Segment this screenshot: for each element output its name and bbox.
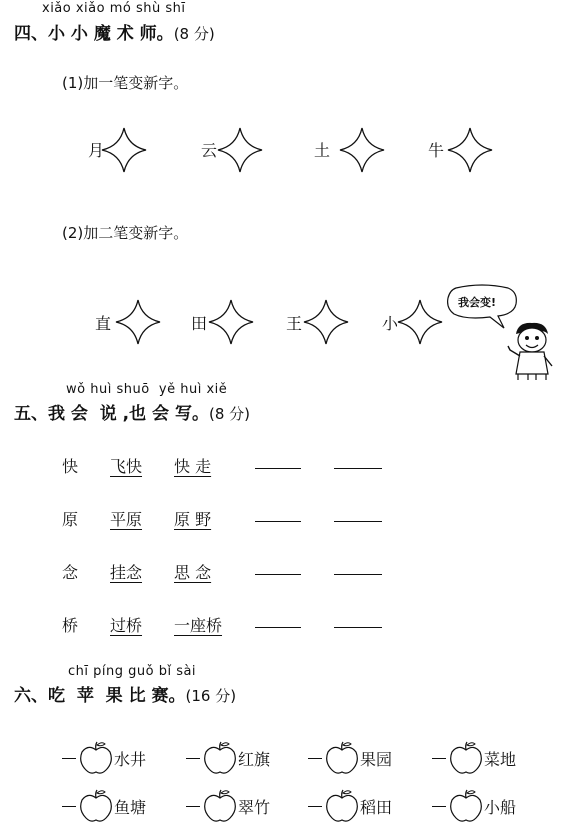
section6-title-text: 六、吃 苹 果 比 赛。 xyxy=(14,686,186,706)
apple-word: 小船 xyxy=(484,797,517,817)
part2-instruction: (2)加二笔变新字。 xyxy=(62,224,189,242)
dash xyxy=(432,758,446,759)
apple-icon xyxy=(78,788,114,824)
apple-item[interactable] xyxy=(432,788,516,824)
apple-item[interactable] xyxy=(308,788,392,824)
speech-bubble xyxy=(446,284,518,324)
apple-item[interactable] xyxy=(432,740,516,776)
row-char: 快 xyxy=(62,457,79,476)
answer-blank[interactable] xyxy=(255,627,301,628)
section4-score: (8 分) xyxy=(173,25,215,43)
answer-blank[interactable] xyxy=(334,627,382,628)
apple-word: 菜地 xyxy=(484,749,517,769)
apple-icon xyxy=(78,740,114,776)
answer-diamond[interactable] xyxy=(216,126,264,174)
apple-word: 稻田 xyxy=(360,797,393,817)
apple-word: 鱼塘 xyxy=(114,797,147,817)
answer-diamond[interactable] xyxy=(114,298,162,346)
apple-icon xyxy=(324,740,360,776)
section6-title xyxy=(14,681,236,706)
answer-diamond[interactable] xyxy=(396,298,444,346)
apple-item[interactable] xyxy=(62,740,146,776)
apple-word: 红旗 xyxy=(238,749,271,769)
part2-char-4: 小 xyxy=(382,314,399,333)
answer-diamond[interactable] xyxy=(207,298,255,346)
part2-char-2: 田 xyxy=(191,314,208,333)
apple-icon xyxy=(324,788,360,824)
part2-char-3: 王 xyxy=(286,314,303,333)
row-char: 原 xyxy=(62,510,79,529)
apple-item[interactable] xyxy=(62,788,146,824)
answer-diamond[interactable] xyxy=(302,298,350,346)
row-char: 桥 xyxy=(62,616,79,635)
dash xyxy=(308,806,322,807)
dash xyxy=(186,758,200,759)
part1-char-4: 牛 xyxy=(428,141,445,160)
apple-item[interactable] xyxy=(186,740,270,776)
answer-blank[interactable] xyxy=(334,574,382,575)
answer-diamond[interactable] xyxy=(446,126,494,174)
answer-blank[interactable] xyxy=(255,521,301,522)
part2-char-1: 直 xyxy=(95,314,112,333)
apple-word: 水井 xyxy=(114,749,147,769)
answer-diamond[interactable] xyxy=(338,126,386,174)
dash xyxy=(308,758,322,759)
apple-item[interactable] xyxy=(186,788,270,824)
dash xyxy=(186,806,200,807)
apple-icon xyxy=(448,788,484,824)
dash xyxy=(62,806,76,807)
section5-title xyxy=(14,399,250,424)
example-word-1: 飞快 xyxy=(110,457,143,476)
section5-score: (8 分) xyxy=(208,405,250,423)
apple-item[interactable] xyxy=(308,740,392,776)
row-char: 念 xyxy=(62,563,79,582)
cartoon-boy-icon xyxy=(504,320,556,382)
example-word-2: 原 野 xyxy=(174,510,212,529)
answer-diamond[interactable] xyxy=(100,126,148,174)
example-word-2: 思 念 xyxy=(174,563,212,582)
dash xyxy=(432,806,446,807)
example-word-2: 一座桥 xyxy=(174,616,223,635)
part1-char-1: 月 xyxy=(88,141,105,160)
answer-blank[interactable] xyxy=(255,574,301,575)
apple-icon xyxy=(202,740,238,776)
part1-char-3: 土 xyxy=(314,141,331,160)
example-word-1: 过桥 xyxy=(110,616,143,635)
part1-char-2: 云 xyxy=(201,141,218,160)
section5-title-text: 五、我 会 说 ,也 会 写。 xyxy=(14,404,209,424)
example-word-1: 平原 xyxy=(110,510,143,529)
section4-title xyxy=(14,19,215,44)
answer-blank[interactable] xyxy=(334,521,382,522)
apple-icon xyxy=(448,740,484,776)
section5-pinyin: wǒ huì shuō yě huì xiě xyxy=(66,382,228,397)
example-word-2: 快 走 xyxy=(174,457,212,476)
section4-pinyin: xiǎo xiǎo mó shù shī xyxy=(42,1,186,16)
section6-pinyin: chī píng guǒ bǐ sài xyxy=(68,664,197,679)
answer-blank[interactable] xyxy=(334,468,382,469)
section4-title-text: 四、小 小 魔 术 师。 xyxy=(14,24,174,44)
apple-word: 翠竹 xyxy=(238,797,271,817)
answer-blank[interactable] xyxy=(255,468,301,469)
apple-word: 果园 xyxy=(360,749,393,769)
speech-bubble-text: 我会变! xyxy=(458,296,497,309)
part1-instruction: (1)加一笔变新字。 xyxy=(62,74,189,92)
section6-score: (16 分) xyxy=(185,687,237,705)
apple-icon xyxy=(202,788,238,824)
example-word-1: 挂念 xyxy=(110,563,143,582)
dash xyxy=(62,758,76,759)
